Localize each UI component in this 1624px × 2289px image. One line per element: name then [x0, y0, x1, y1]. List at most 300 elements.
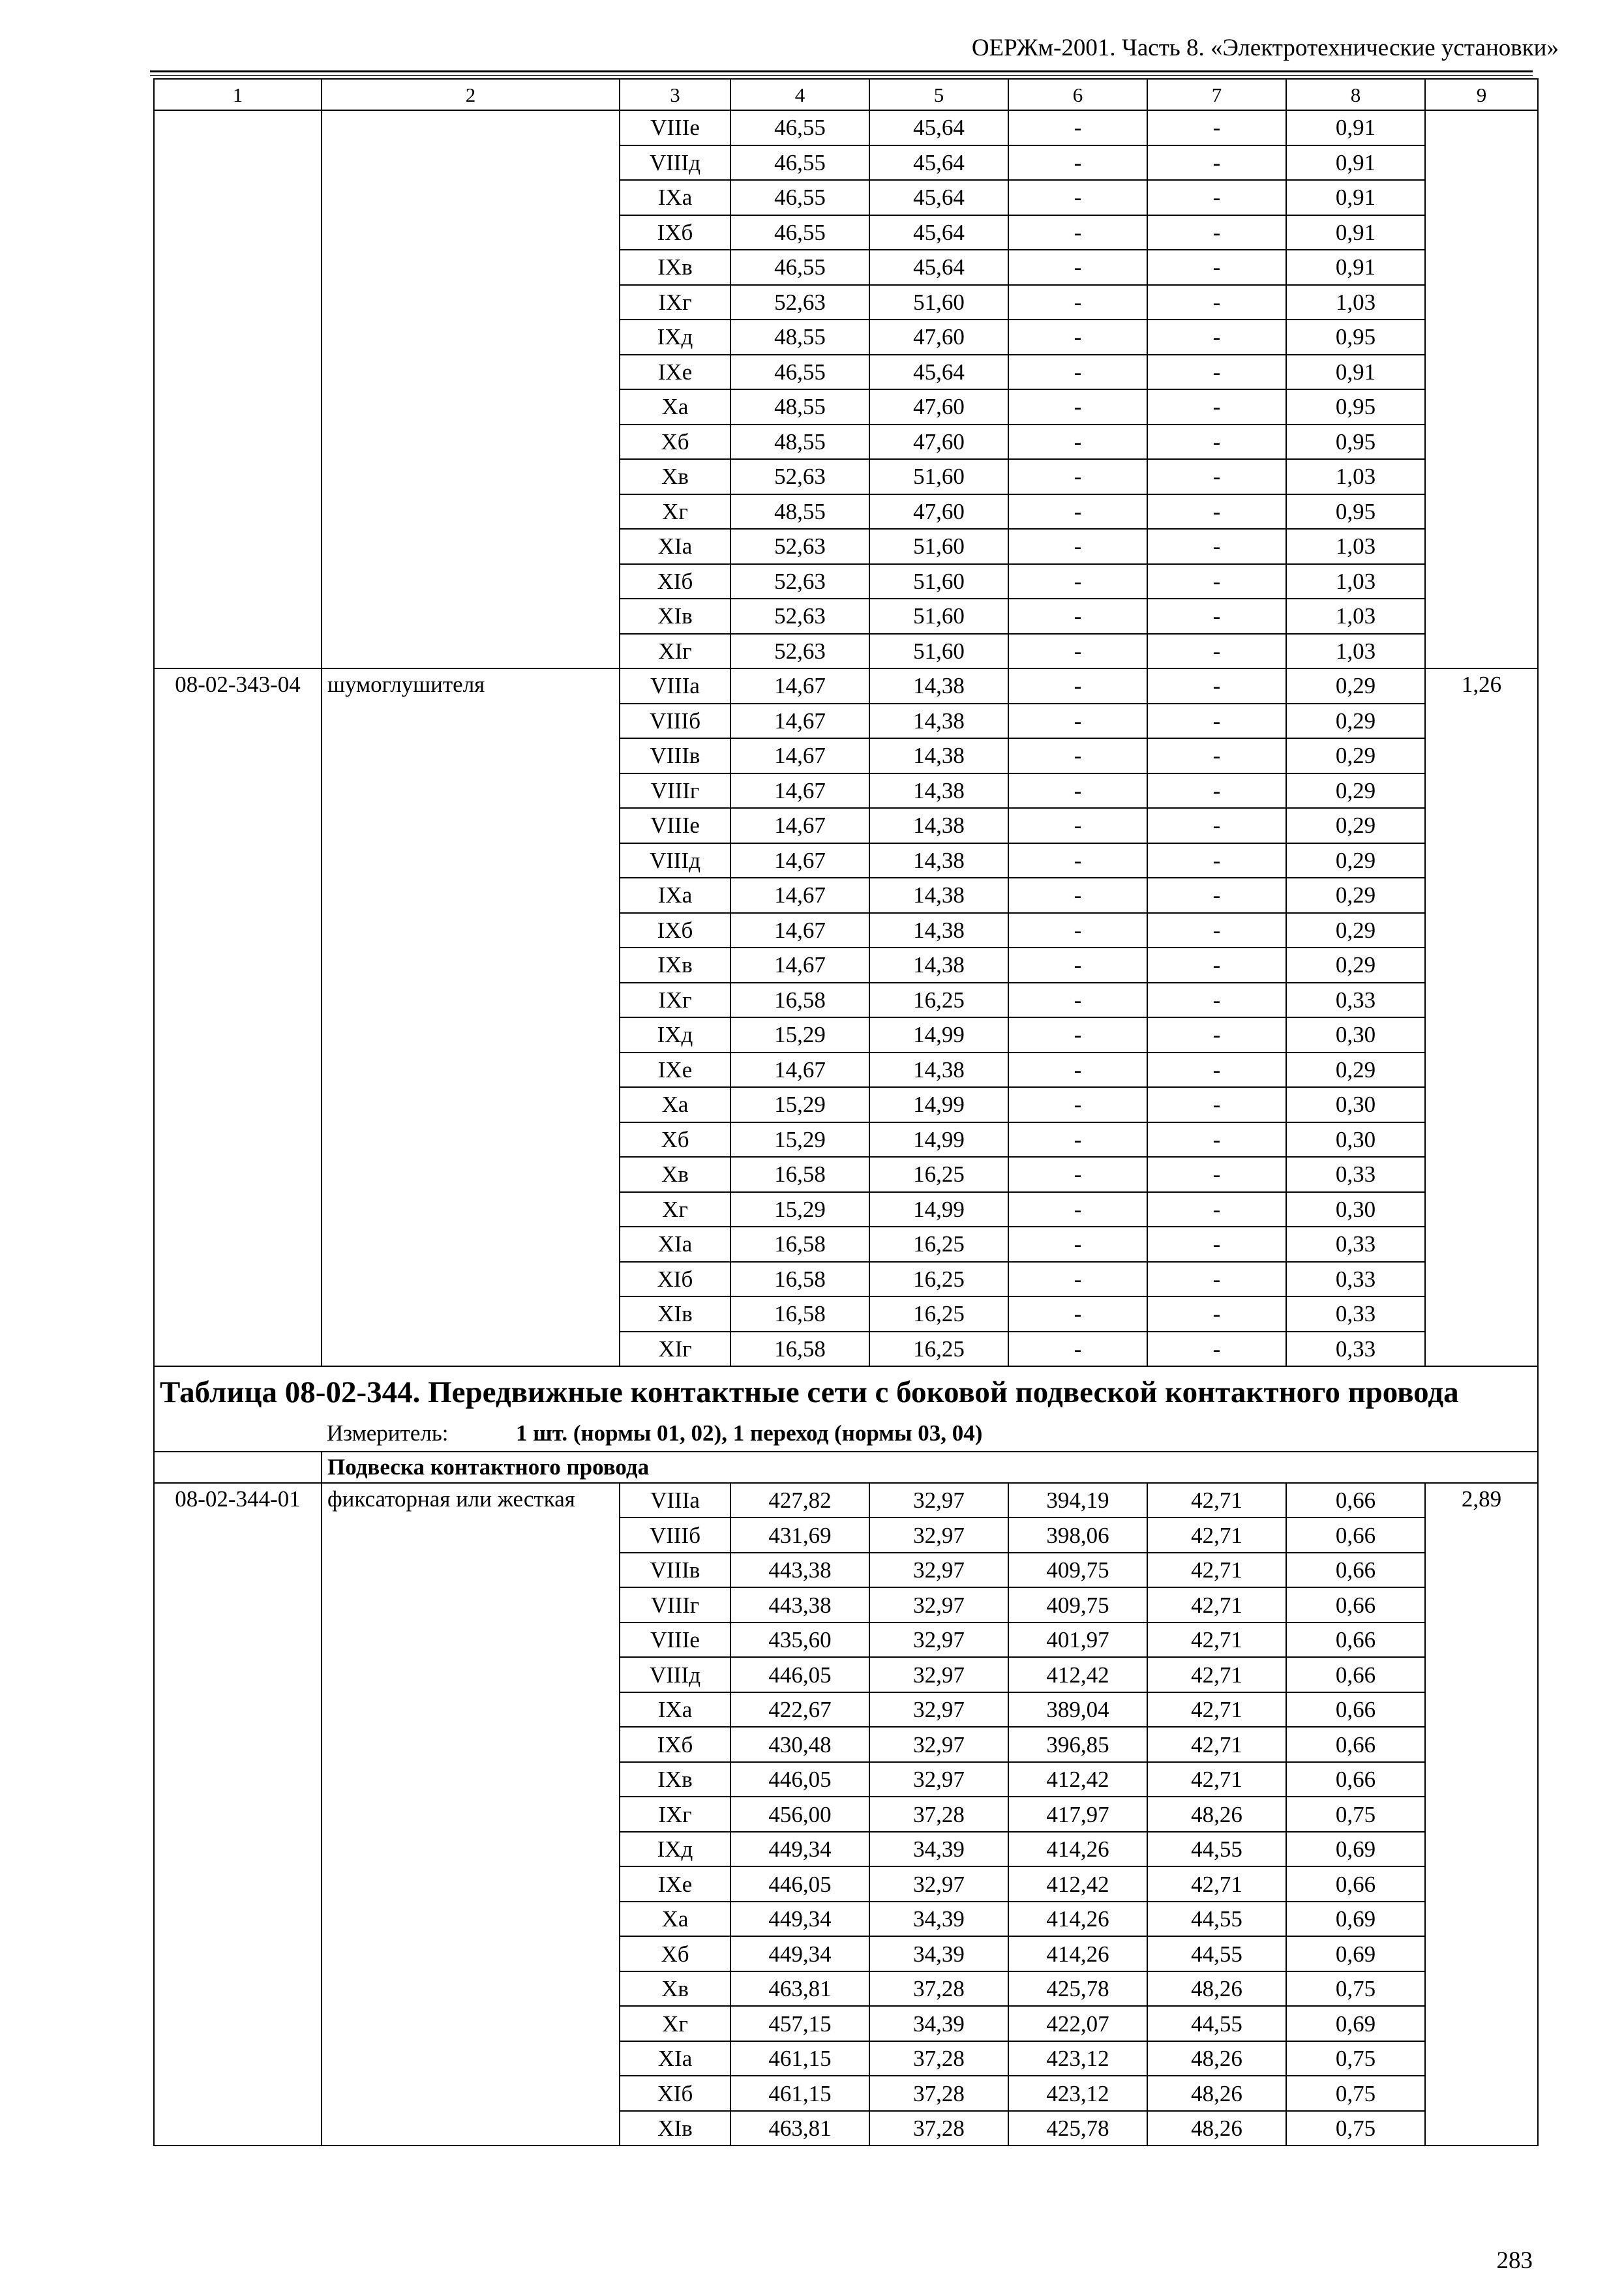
table-cell: - — [1008, 599, 1147, 634]
table-cell: 14,99 — [869, 1017, 1008, 1053]
table-cell: 389,04 — [1008, 1692, 1147, 1728]
table-cell: 45,64 — [869, 355, 1008, 390]
name-cell — [322, 110, 620, 668]
table-cell: 37,28 — [869, 1971, 1008, 2007]
table-cell: - — [1147, 983, 1286, 1018]
table-cell: 0,29 — [1286, 913, 1425, 948]
table-cell: 44,55 — [1147, 2006, 1286, 2041]
table-cell: - — [1008, 355, 1147, 390]
table-cell: IXд — [620, 1017, 730, 1053]
table-cell: - — [1147, 494, 1286, 530]
table-cell: 42,71 — [1147, 1727, 1286, 1762]
table-cell: 14,99 — [869, 1087, 1008, 1122]
table-cell: XIа — [620, 529, 730, 564]
table-cell: Xб — [620, 425, 730, 460]
table-cell: 32,97 — [869, 1727, 1008, 1762]
table-cell: 15,29 — [730, 1087, 869, 1122]
table-cell: IXа — [620, 1692, 730, 1728]
table-cell: 32,97 — [869, 1762, 1008, 1797]
table-cell: - — [1147, 913, 1286, 948]
table-cell: 34,39 — [869, 1936, 1008, 1971]
column-number: 6 — [1008, 79, 1147, 110]
column-number: 3 — [620, 79, 730, 110]
table-cell: 0,29 — [1286, 843, 1425, 878]
table-cell: 0,29 — [1286, 704, 1425, 739]
table-cell: 0,66 — [1286, 1657, 1425, 1692]
table-cell: IXа — [620, 878, 730, 913]
table-cell: - — [1147, 1087, 1286, 1122]
table-cell: XIб — [620, 564, 730, 599]
table-cell: 46,55 — [730, 215, 869, 250]
table-cell: 42,71 — [1147, 1692, 1286, 1728]
table-cell: 47,60 — [869, 389, 1008, 425]
table-cell: 456,00 — [730, 1797, 869, 1832]
table-cell: VIIIд — [620, 1657, 730, 1692]
table-cell: 46,55 — [730, 250, 869, 285]
table-cell: 0,69 — [1286, 1832, 1425, 1867]
table-cell: 0,69 — [1286, 1902, 1425, 1937]
table-cell: 14,67 — [730, 843, 869, 878]
table-cell: 32,97 — [869, 1553, 1008, 1588]
table-cell: 51,60 — [869, 459, 1008, 494]
table-cell: 14,38 — [869, 878, 1008, 913]
table-cell: 449,34 — [730, 1936, 869, 1971]
table-cell: XIг — [620, 634, 730, 669]
table-cell: 37,28 — [869, 2111, 1008, 2146]
table-cell: - — [1147, 1192, 1286, 1227]
page-number: 283 — [1496, 2247, 1533, 2274]
table-cell: 42,71 — [1147, 1483, 1286, 1518]
col9-value: 2,89 — [1425, 1483, 1538, 2146]
section-row — [154, 1452, 1538, 1483]
table-cell: 34,39 — [869, 1902, 1008, 1937]
table-cell: XIб — [620, 2076, 730, 2111]
table-cell: 423,12 — [1008, 2076, 1147, 2111]
table-cell: 16,58 — [730, 1227, 869, 1262]
table-cell: 14,38 — [869, 948, 1008, 983]
table-cell: 446,05 — [730, 1762, 869, 1797]
table-cell: 425,78 — [1008, 2111, 1147, 2146]
table-cell: Xв — [620, 1971, 730, 2007]
table-cell: 16,58 — [730, 1296, 869, 1332]
table-cell: 16,25 — [869, 1227, 1008, 1262]
table-cell: 412,42 — [1008, 1866, 1147, 1902]
table-cell: Xв — [620, 459, 730, 494]
table-cell: 46,55 — [730, 355, 869, 390]
table-cell: - — [1008, 1157, 1147, 1192]
table-cell: - — [1008, 1332, 1147, 1367]
table-cell: 396,85 — [1008, 1727, 1147, 1762]
table-cell: - — [1147, 878, 1286, 913]
table-cell: 412,42 — [1008, 1762, 1147, 1797]
table-cell: 0,66 — [1286, 1483, 1425, 1518]
table-cell: 0,95 — [1286, 494, 1425, 530]
table-cell: - — [1008, 1262, 1147, 1297]
table-cell: 48,26 — [1147, 1797, 1286, 1832]
table-cell: 32,97 — [869, 1623, 1008, 1658]
table-cell: 34,39 — [869, 1832, 1008, 1867]
table-cell: 0,29 — [1286, 948, 1425, 983]
table-cell: 48,55 — [730, 425, 869, 460]
table-cell: 409,75 — [1008, 1553, 1147, 1588]
table-cell: 42,71 — [1147, 1553, 1286, 1588]
table-cell: 47,60 — [869, 494, 1008, 530]
table-cell: 14,38 — [869, 808, 1008, 843]
table-cell: - — [1008, 145, 1147, 181]
norm-code: 08-02-344-01 — [154, 1483, 322, 2146]
table-cell: - — [1147, 773, 1286, 809]
table-cell: 1,03 — [1286, 285, 1425, 320]
table-cell: 14,38 — [869, 773, 1008, 809]
table-cell: 1,03 — [1286, 459, 1425, 494]
table-cell: 0,95 — [1286, 389, 1425, 425]
table-cell: 0,75 — [1286, 2111, 1425, 2146]
column-number: 9 — [1425, 79, 1538, 110]
table-cell: - — [1008, 668, 1147, 704]
table-cell: 34,39 — [869, 2006, 1008, 2041]
table-cell: 1,03 — [1286, 564, 1425, 599]
table-row — [154, 668, 1538, 704]
table-cell: Xб — [620, 1122, 730, 1158]
table-cell: - — [1147, 808, 1286, 843]
table-cell: - — [1008, 110, 1147, 145]
table-cell: 46,55 — [730, 180, 869, 215]
table-cell: - — [1008, 529, 1147, 564]
table-cell: IXе — [620, 355, 730, 390]
column-number: 8 — [1286, 79, 1425, 110]
table-cell: 16,25 — [869, 1157, 1008, 1192]
table-cell: 0,29 — [1286, 808, 1425, 843]
table-cell: 0,33 — [1286, 1332, 1425, 1367]
table-cell: IXв — [620, 948, 730, 983]
table-row — [154, 110, 1538, 145]
column-number: 2 — [322, 79, 620, 110]
section-blank — [154, 1452, 322, 1483]
table-cell: 51,60 — [869, 285, 1008, 320]
table-cell: 42,71 — [1147, 1518, 1286, 1553]
table-cell: 16,58 — [730, 1332, 869, 1367]
table-cell: 48,55 — [730, 389, 869, 425]
table-cell: 423,12 — [1008, 2041, 1147, 2076]
table-cell: 14,38 — [869, 843, 1008, 878]
table-cell: 0,91 — [1286, 180, 1425, 215]
table-cell: 47,60 — [869, 425, 1008, 460]
table-cell: 449,34 — [730, 1902, 869, 1937]
table-cell: - — [1147, 599, 1286, 634]
table-cell: 48,55 — [730, 320, 869, 355]
table-cell: - — [1147, 529, 1286, 564]
table-cell: 45,64 — [869, 180, 1008, 215]
table-cell: - — [1008, 704, 1147, 739]
table-cell: 14,38 — [869, 913, 1008, 948]
table-cell: 0,66 — [1286, 1587, 1425, 1623]
table-cell: - — [1008, 913, 1147, 948]
table-cell: 0,30 — [1286, 1122, 1425, 1158]
table-cell: 0,29 — [1286, 773, 1425, 809]
table-cell: Xа — [620, 389, 730, 425]
table-cell: 461,15 — [730, 2076, 869, 2111]
table-cell: 0,75 — [1286, 1971, 1425, 2007]
table-cell: 461,15 — [730, 2041, 869, 2076]
table-cell: - — [1147, 389, 1286, 425]
table-title-row — [154, 1366, 1538, 1452]
norms-table — [153, 78, 1539, 2146]
table-cell: Xа — [620, 1087, 730, 1122]
table-cell: VIIIб — [620, 704, 730, 739]
table-cell: 0,29 — [1286, 738, 1425, 773]
code-cell — [154, 110, 322, 668]
table-cell: 45,64 — [869, 215, 1008, 250]
measure-value: 1 шт. (нормы 01, 02), 1 переход (нормы 03, 04) — [516, 1420, 983, 1446]
table-cell: - — [1008, 1122, 1147, 1158]
table-cell: 14,38 — [869, 1053, 1008, 1088]
table-cell: 422,67 — [730, 1692, 869, 1728]
table-cell: Xб — [620, 1936, 730, 1971]
table-cell: - — [1147, 564, 1286, 599]
table-cell: 0,33 — [1286, 1296, 1425, 1332]
table-cell: 0,29 — [1286, 878, 1425, 913]
table-cell: - — [1008, 459, 1147, 494]
table-cell: 0,33 — [1286, 1157, 1425, 1192]
table-cell: 430,48 — [730, 1727, 869, 1762]
table-cell: 0,91 — [1286, 110, 1425, 145]
table-cell: IXг — [620, 983, 730, 1018]
table-cell: - — [1147, 704, 1286, 739]
table-cell: - — [1008, 948, 1147, 983]
table-cell: 42,71 — [1147, 1762, 1286, 1797]
table-cell: - — [1008, 808, 1147, 843]
column-number-row — [154, 79, 1538, 110]
table-cell: 42,71 — [1147, 1587, 1286, 1623]
table-cell: 48,26 — [1147, 1971, 1286, 2007]
table-cell: 0,30 — [1286, 1192, 1425, 1227]
table-cell: 15,29 — [730, 1122, 869, 1158]
table-cell: XIв — [620, 599, 730, 634]
measure-line — [160, 1420, 1532, 1447]
table-cell: 42,71 — [1147, 1623, 1286, 1658]
table-cell: 32,97 — [869, 1483, 1008, 1518]
table-cell: 14,67 — [730, 1053, 869, 1088]
table-cell: 0,91 — [1286, 145, 1425, 181]
table-cell: 52,63 — [730, 459, 869, 494]
table-cell: - — [1147, 1122, 1286, 1158]
table-cell: 48,55 — [730, 494, 869, 530]
table-cell: 0,30 — [1286, 1087, 1425, 1122]
table-cell: 16,25 — [869, 1262, 1008, 1297]
measure-label: Измеритель: — [327, 1420, 449, 1446]
table-cell: 44,55 — [1147, 1936, 1286, 1971]
table-cell: VIIIв — [620, 1553, 730, 1588]
table-cell: 0,95 — [1286, 425, 1425, 460]
table-cell: 37,28 — [869, 1797, 1008, 1832]
table-cell: 52,63 — [730, 599, 869, 634]
table-cell: 44,55 — [1147, 1832, 1286, 1867]
table-cell: 14,67 — [730, 668, 869, 704]
table-cell: - — [1008, 494, 1147, 530]
table-cell: 48,26 — [1147, 2041, 1286, 2076]
table-cell: - — [1008, 285, 1147, 320]
table-cell: 45,64 — [869, 145, 1008, 181]
table-cell: 443,38 — [730, 1553, 869, 1588]
table-cell: IXб — [620, 913, 730, 948]
column-number: 1 — [154, 79, 322, 110]
table-cell: 32,97 — [869, 1587, 1008, 1623]
table-cell: VIIIe — [620, 110, 730, 145]
table-cell: 1,03 — [1286, 634, 1425, 669]
table-cell: 14,67 — [730, 948, 869, 983]
table-cell: 51,60 — [869, 599, 1008, 634]
table-cell: 1,03 — [1286, 529, 1425, 564]
table-cell: 37,28 — [869, 2076, 1008, 2111]
table-cell: - — [1008, 1192, 1147, 1227]
table-cell: 32,97 — [869, 1692, 1008, 1728]
table-cell: IXб — [620, 1727, 730, 1762]
table-cell: - — [1008, 250, 1147, 285]
table-cell: 42,71 — [1147, 1657, 1286, 1692]
table-cell: - — [1008, 1087, 1147, 1122]
table-cell: 0,75 — [1286, 2041, 1425, 2076]
column-number: 5 — [869, 79, 1008, 110]
table-cell: IXд — [620, 1832, 730, 1867]
table-cell: 16,58 — [730, 983, 869, 1018]
table-cell: - — [1008, 215, 1147, 250]
table-cell: 0,66 — [1286, 1866, 1425, 1902]
table-cell: 14,38 — [869, 668, 1008, 704]
table-cell: 37,28 — [869, 2041, 1008, 2076]
table-cell: - — [1147, 180, 1286, 215]
table-cell: 14,67 — [730, 773, 869, 809]
table-cell: 14,67 — [730, 878, 869, 913]
table-cell: - — [1008, 983, 1147, 1018]
table-cell: 16,25 — [869, 1296, 1008, 1332]
table-cell: 409,75 — [1008, 1587, 1147, 1623]
col9-value: 1,26 — [1425, 668, 1538, 1366]
table-cell: 14,67 — [730, 738, 869, 773]
table-cell: 0,91 — [1286, 355, 1425, 390]
table-cell: 0,66 — [1286, 1518, 1425, 1553]
table-cell: 422,07 — [1008, 2006, 1147, 2041]
table-cell: Xв — [620, 1157, 730, 1192]
table-cell: 14,99 — [869, 1192, 1008, 1227]
table-cell: 0,33 — [1286, 1262, 1425, 1297]
table-cell: VIIIб — [620, 1518, 730, 1553]
table-cell: 0,95 — [1286, 320, 1425, 355]
table-cell: 463,81 — [730, 1971, 869, 2007]
table-cell: - — [1008, 634, 1147, 669]
table-cell: IXе — [620, 1053, 730, 1088]
table-cell: - — [1147, 320, 1286, 355]
table-cell: 51,60 — [869, 564, 1008, 599]
table-cell: 16,25 — [869, 1332, 1008, 1367]
table-cell: 0,66 — [1286, 1727, 1425, 1762]
table-title: Таблица 08-02-344. Передвижные контактные сети с боковой подвеской контактного провода — [160, 1375, 1459, 1409]
norm-name: фиксаторная или жесткая — [322, 1483, 620, 2146]
table-cell: - — [1147, 1332, 1286, 1367]
table-cell: 52,63 — [730, 564, 869, 599]
table-cell: - — [1008, 878, 1147, 913]
table-cell: IXв — [620, 1762, 730, 1797]
table-cell: VIIIд — [620, 843, 730, 878]
table-cell: 14,38 — [869, 738, 1008, 773]
table-cell: - — [1147, 145, 1286, 181]
table-cell: 45,64 — [869, 250, 1008, 285]
table-cell: - — [1008, 1227, 1147, 1262]
table-cell: 32,97 — [869, 1657, 1008, 1692]
table-cell: - — [1008, 564, 1147, 599]
table-cell: 0,66 — [1286, 1762, 1425, 1797]
table-cell: 0,91 — [1286, 215, 1425, 250]
table-cell: IXг — [620, 285, 730, 320]
table-cell: VIIIа — [620, 668, 730, 704]
table-cell: 32,97 — [869, 1866, 1008, 1902]
table-cell: 47,60 — [869, 320, 1008, 355]
norm-name: шумоглушителя — [322, 668, 620, 1366]
table-cell: 16,58 — [730, 1157, 869, 1192]
table-cell: 443,38 — [730, 1587, 869, 1623]
table-cell: XIв — [620, 2111, 730, 2146]
section-title: Подвеска контактного провода — [322, 1452, 1538, 1483]
table-cell: 431,69 — [730, 1518, 869, 1553]
table-cell: - — [1008, 1017, 1147, 1053]
table-cell: 0,33 — [1286, 1227, 1425, 1262]
table-cell: 435,60 — [730, 1623, 869, 1658]
table-cell: - — [1147, 110, 1286, 145]
table-cell: 46,55 — [730, 110, 869, 145]
table-cell: - — [1147, 355, 1286, 390]
table-cell: 14,38 — [869, 704, 1008, 739]
table-cell: 16,58 — [730, 1262, 869, 1297]
table-cell: 15,29 — [730, 1017, 869, 1053]
table-cell: IXв — [620, 250, 730, 285]
table-cell: - — [1147, 948, 1286, 983]
running-header: ОЕРЖм-2001. Часть 8. «Электротехнические установки» — [971, 35, 1559, 61]
table-cell: 0,66 — [1286, 1623, 1425, 1658]
table-cell: Xг — [620, 494, 730, 530]
table-cell: XIб — [620, 1262, 730, 1297]
table-title-cell — [154, 1366, 1538, 1452]
table-cell: VIIIв — [620, 738, 730, 773]
table-cell: 401,97 — [1008, 1623, 1147, 1658]
table-cell: - — [1008, 180, 1147, 215]
table-cell: 46,55 — [730, 145, 869, 181]
header-rule — [150, 70, 1533, 76]
table-cell: 0,91 — [1286, 250, 1425, 285]
table-cell: 14,99 — [869, 1122, 1008, 1158]
table-cell: 414,26 — [1008, 1832, 1147, 1867]
table-cell: 463,81 — [730, 2111, 869, 2146]
table-cell: - — [1147, 738, 1286, 773]
table-cell: - — [1147, 1262, 1286, 1297]
table-cell: 0,69 — [1286, 2006, 1425, 2041]
table-cell: 446,05 — [730, 1657, 869, 1692]
table-cell: VIIIа — [620, 1483, 730, 1518]
table-cell: 425,78 — [1008, 1971, 1147, 2007]
table-cell: VIIIе — [620, 808, 730, 843]
table-cell: 0,66 — [1286, 1692, 1425, 1728]
table-cell: 1,03 — [1286, 599, 1425, 634]
table-cell: - — [1147, 285, 1286, 320]
table-cell: 48,26 — [1147, 2111, 1286, 2146]
table-cell: 457,15 — [730, 2006, 869, 2041]
table-row — [154, 1483, 1538, 1518]
table-cell: 0,29 — [1286, 1053, 1425, 1088]
table-cell: 398,06 — [1008, 1518, 1147, 1553]
table-cell: 0,33 — [1286, 983, 1425, 1018]
table-cell: - — [1147, 1017, 1286, 1053]
table-cell: 52,63 — [730, 285, 869, 320]
table-cell: Xг — [620, 1192, 730, 1227]
table-cell: XIг — [620, 1332, 730, 1367]
